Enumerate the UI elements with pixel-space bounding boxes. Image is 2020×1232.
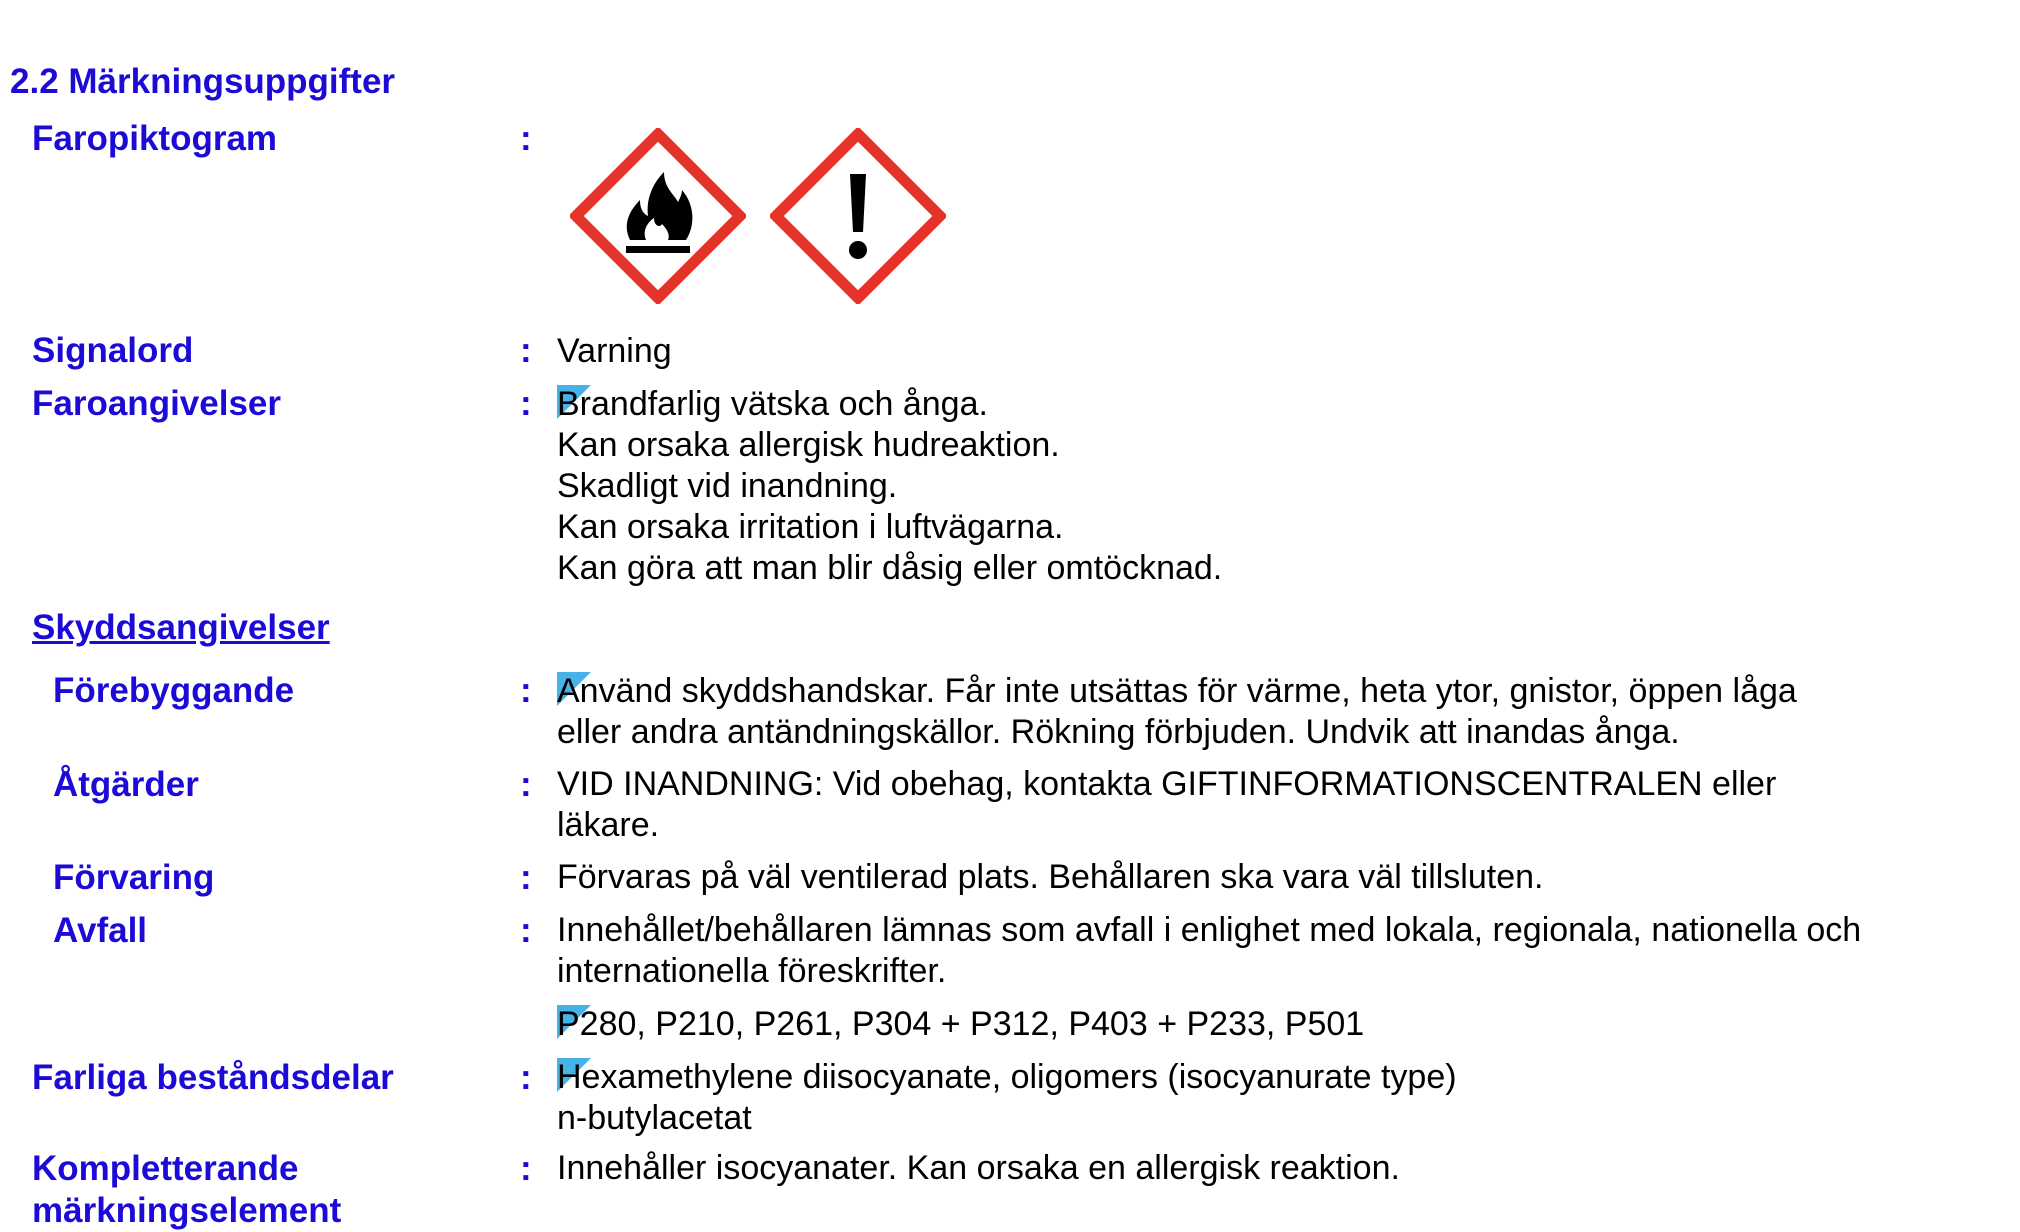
text-line: internationella föreskrifter. [557, 952, 947, 990]
text-line: eller andra antändningskällor. Rökning förbjuden. Undvik att inandas ånga. [557, 713, 1680, 751]
text-line: VID INANDNING: Vid obehag, kontakta GIFTINFORMATIONSCENTRALEN eller [557, 765, 1777, 803]
colon: : [520, 671, 532, 710]
value-farliga-bestandsdelar [557, 1057, 1977, 1139]
value-avfall [557, 910, 1977, 992]
label-line: Kompletterande [32, 1149, 299, 1188]
flame-icon [570, 128, 746, 304]
value-signalord: Varning [557, 332, 672, 370]
value-forebyggande [557, 671, 1977, 753]
text-line: n-butylacetat [557, 1099, 752, 1137]
text-line: Kan göra att man blir dåsig eller omtöcknad. [557, 549, 1223, 587]
text-line: Innehållet/behållaren lämnas som avfall i enlighet med lokala, regionala, nationella och [557, 911, 1862, 949]
colon: : [520, 911, 532, 950]
value-faroangivelser [557, 384, 1977, 589]
colon: : [520, 858, 532, 897]
colon: : [520, 765, 532, 804]
colon: : [520, 331, 532, 370]
label-forebyggande: Förebyggande [53, 671, 295, 710]
label-faropiktogram: Faropiktogram [32, 119, 278, 158]
exclamation-icon [770, 128, 946, 304]
value-p-codes: P280, P210, P261, P304 + P312, P403 + P233, P501 [557, 1005, 1365, 1043]
text-line: läkare. [557, 806, 660, 844]
label-atgarder: Åtgärder [53, 765, 199, 804]
label-farliga-bestandsdelar: Farliga beståndsdelar [32, 1058, 394, 1097]
value-atgarder [557, 764, 1977, 846]
text-line: Kan orsaka irritation i luftvägarna. [557, 508, 1064, 546]
text-line: Kan orsaka allergisk hudreaktion. [557, 426, 1060, 464]
colon: : [520, 119, 532, 158]
section-title: 2.2 Märkningsuppgifter [10, 62, 396, 101]
label-avfall: Avfall [53, 911, 148, 950]
label-line: märkningselement [32, 1191, 342, 1230]
text-line: Brandfarlig vätska och ånga. [557, 385, 988, 423]
colon: : [520, 1058, 532, 1097]
label-kompletterande [32, 1148, 341, 1232]
value-forvaring: Förvaras på väl ventilerad plats. Behållaren ska vara väl tillsluten. [557, 858, 1544, 896]
label-faroangivelser: Faroangivelser [32, 384, 281, 423]
text-line: Hexamethylene diisocyanate, oligomers (isocyanurate type) [557, 1058, 1457, 1096]
value-kompletterande: Innehåller isocyanater. Kan orsaka en allergisk reaktion. [557, 1149, 1400, 1187]
label-skyddsangivelser: Skyddsangivelser [32, 608, 330, 647]
label-forvaring: Förvaring [53, 858, 215, 897]
text-line: Skadligt vid inandning. [557, 467, 898, 505]
colon: : [520, 1149, 532, 1188]
text-line: Använd skyddshandskar. Får inte utsättas för värme, heta ytor, gnistor, öppen låga [557, 672, 1797, 710]
label-signalord: Signalord [32, 331, 194, 370]
colon: : [520, 384, 532, 423]
